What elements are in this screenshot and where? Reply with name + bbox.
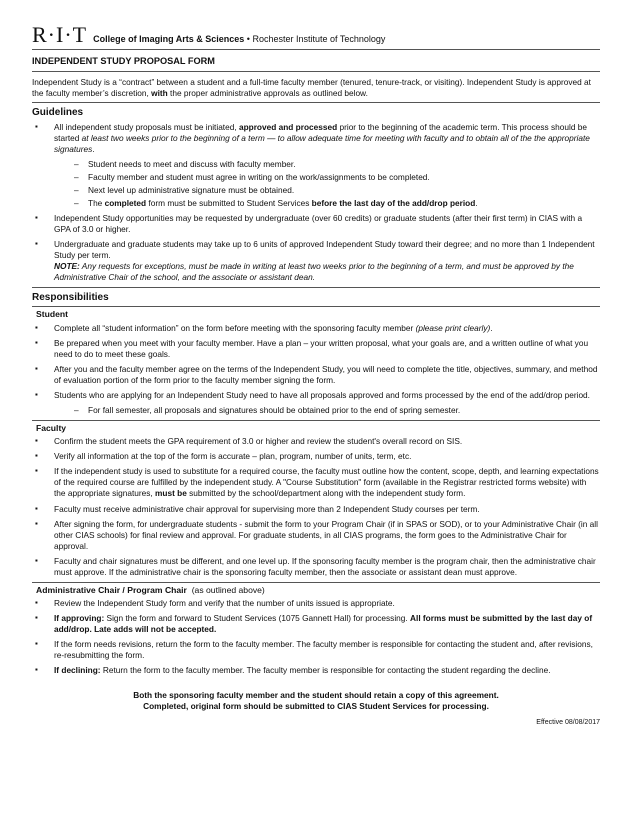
intro-paragraph: Independent Study is a “contract” between a student and a full-time faculty member (tenured, tenure-track, or visiting). Independent Study is approved at the faculty member’s discretion, with the proper administrative approvals as outlined below. (32, 77, 591, 99)
list-item: ▪ Complete all “student information” on the form before meeting with the sponsoring faculty member (please print clearly). (32, 323, 600, 334)
list-item: ▪ Review the Independent Study form and verify that the number of units issued is appropriate. (32, 598, 600, 609)
footer-note: Both the sponsoring faculty member and the student should retain a copy of this agreement. Completed, original form should be submitted to CIAS Student Services for processing. (133, 690, 499, 712)
list-item: ▪ Confirm the student meets the GPA requirement of 3.0 or higher and review the student's overall record on SIS. (32, 436, 600, 447)
responsibilities-heading: Responsibilities (32, 292, 109, 303)
divider (32, 420, 600, 421)
rit-logo: R·I·T (32, 22, 88, 47)
student-list (32, 323, 600, 416)
guidelines-heading: Guidelines (32, 107, 84, 119)
sub-list-item: – Next level up administrative signature must be obtained. (54, 185, 600, 196)
divider (32, 287, 600, 288)
divider (32, 306, 600, 307)
list-item: ▪ After you and the faculty member agree on the terms of the Independent Study, you will need to complete the title, objectives, summary, and method of evaluation portion of the form prior to the faculty member signing the form. (32, 364, 600, 386)
effective-date: Effective 08/08/2017 (536, 719, 600, 727)
divider (32, 71, 600, 72)
faculty-list (32, 436, 600, 577)
guidelines-list (32, 122, 600, 283)
form-title: INDEPENDENT STUDY PROPOSAL FORM (32, 56, 215, 66)
list-item: ▪ If the independent study is used to substitute for a required course, the faculty must outline how the content, scope, depth, and learning expectations of the required course are fulfilled by the independent study. A "Course Substitution" form (available in the Registrar restricted forms website) with the appropriate signatures, must be submitted by the school/department along with the independent study form. (32, 466, 600, 499)
list-item: ▪ If the form needs revisions, return the form to the faculty member. The faculty member is responsible for contacting the student and, after revisions, re-resubmitting the form. (32, 639, 600, 661)
divider (32, 582, 600, 583)
chair-heading: Administrative Chair / Program Chair (as outlined above) (36, 584, 265, 595)
divider (32, 102, 600, 103)
list-item: ▪ All independent study proposals must be initiated, approved and processed prior to the beginning of the academic term. This process should be started at least two weeks prior to the beginning of a term — to allow adequate time for meeting with faculty and to obtain all of the the appropriate signatures. – Student needs to meet and discuss with faculty member. – Faculty member and student must agree in writing on the work/assignments to be completed. – Next level up administrative signature must be obtained. – The completed form must be submitted to Student Services before the last day of the add/drop period. (32, 122, 600, 209)
college-name: College of Imaging Arts & Sciences (93, 34, 245, 44)
faculty-heading: Faculty (36, 422, 67, 433)
chair-list (32, 598, 600, 676)
header-separator: • (244, 34, 253, 44)
page-header (32, 24, 600, 46)
sub-list-item: – Faculty member and student must agree in writing on the work/assignments to be completed. (54, 172, 600, 183)
divider (32, 49, 600, 50)
list-item: ▪ Independent Study opportunities may be requested by undergraduate (over 60 credits) or graduate students (after their first term) in CIAS with a GPA of 3.0 or higher. (32, 213, 600, 235)
student-heading: Student (36, 309, 68, 320)
list-item: ▪ If declining: Return the form to the faculty member. The faculty member is responsible for contacting the student regarding the decline. (32, 665, 600, 676)
list-item: ▪ Undergraduate and graduate students may take up to 6 units of approved Independent Study toward their degree; and no more than 1 Independent Study per term. NOTE: Any requests for exceptions, must be made in writing at least two weeks prior to the beginning of a term, and must be approved by the Administrative Chair of the school, and the associate or assistant dean. (32, 239, 600, 283)
institute-name: Rochester Institute of Technology (252, 34, 386, 44)
sub-list-item: – The completed form must be submitted to Student Services before the last day of the add/drop period. (54, 198, 600, 209)
list-item: ▪ Be prepared when you meet with your faculty member. Have a plan – your written proposal, what your goals are, and a written outline of what you need to do to meet these goals. (32, 338, 600, 360)
sub-list (54, 159, 600, 209)
list-item: ▪ Students who are applying for an Independent Study need to have all proposals approved and forms processed by the end of the add/drop period. – For fall semester, all proposals and signatures should be obtained prior to the end of spring semester. (32, 390, 600, 416)
list-item: ▪ Faculty and chair signatures must be different, and one level up. If the sponsoring faculty member is the program chair, then the administrative chair must approve. If the administrative chair is the sponsoring faculty member, then the associate or assistant dean must approve. (32, 556, 600, 578)
sub-list (54, 405, 600, 416)
sub-list-item: – For fall semester, all proposals and signatures should be obtained prior to the end of spring semester. (54, 405, 600, 416)
list-item: ▪ Verify all information at the top of the form is accurate – plan, program, number of units, term, etc. (32, 451, 600, 462)
list-item: ▪ Faculty must receive administrative chair approval for supervising more than 2 Independent Study courses per term. (32, 504, 600, 515)
list-item: ▪ After signing the form, for undergraduate students - submit the form to your Program Chair (if in SPAS or SOD), or to your Administrative Chair (in all other CIAS schools) for final review and approval. For graduate students, in all CIAS programs, the form goes to the Administrative Chair for approval. (32, 519, 600, 552)
sub-list-item: – Student needs to meet and discuss with faculty member. (54, 159, 600, 170)
list-item: ▪ If approving: Sign the form and forward to Student Services (1075 Gannett Hall) for processing. All forms must be submitted by the last day of add/drop. Late adds will not be accepted. (32, 613, 600, 635)
document-page (32, 24, 600, 728)
